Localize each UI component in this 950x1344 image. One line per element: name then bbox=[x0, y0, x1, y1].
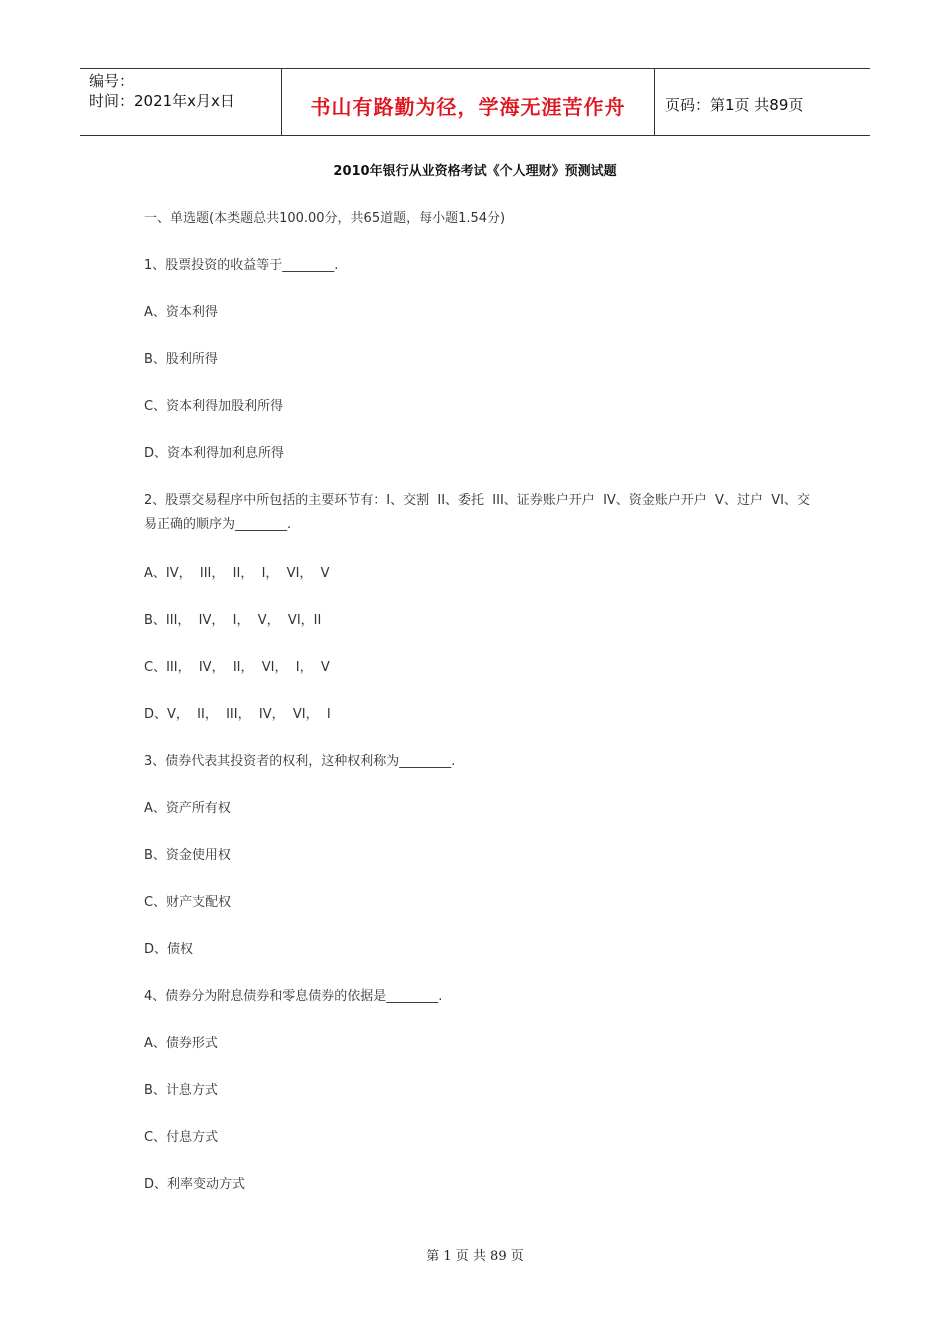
option-item: D、债权 bbox=[144, 942, 194, 957]
option-item: D、利率变动方式 bbox=[144, 1177, 246, 1192]
page-info-text: 页码：第1页 共89页 bbox=[665, 95, 804, 114]
option-item: B、股利所得 bbox=[144, 352, 218, 367]
option-item: A、资产所有权 bbox=[144, 801, 231, 816]
option-item: C、付息方式 bbox=[144, 1130, 219, 1145]
option-item: B、III， IV， I， V， VI，II bbox=[144, 613, 322, 628]
motto-text: 书山有路勤为径，学海无涯苦作舟 bbox=[310, 94, 626, 119]
option-item: D、资本利得加利息所得 bbox=[144, 446, 285, 461]
option-item: D、V， II， III， IV， VI， I bbox=[144, 707, 331, 722]
option-item: A、债券形式 bbox=[144, 1036, 218, 1051]
option-item: C、财产支配权 bbox=[144, 895, 232, 910]
question-stem: 2、股票交易程序中所包括的主要环节有：I、交割 II、委托 III、证券账户开户 IV、资金账户开户 V、过户 VI、交易正确的顺序为________. bbox=[144, 493, 810, 532]
option-item: A、IV， III， II， I， VI， V bbox=[144, 566, 330, 581]
question-stem: 4、债券分为附息债券和零息债券的依据是________. bbox=[144, 989, 443, 1004]
option-item: C、III， IV， II， VI， I， V bbox=[144, 660, 330, 675]
header-meta bbox=[80, 69, 281, 135]
question-stem: 1、股票投资的收益等于________. bbox=[144, 258, 339, 273]
option-item: B、资金使用权 bbox=[144, 848, 231, 863]
section-heading: 一、单选题(本类题总共100.00分，共65道题，每小题1.54分) bbox=[144, 211, 506, 226]
option-item: A、资本利得 bbox=[144, 305, 218, 320]
question-stem: 3、债券代表其投资者的权利，这种权利称为________. bbox=[144, 754, 456, 769]
page-footer: 第 1 页 共 89 页 bbox=[426, 1249, 524, 1264]
header-motto-cell bbox=[281, 69, 655, 135]
number-label: 编号： bbox=[89, 72, 135, 90]
option-item: C、资本利得加股利所得 bbox=[144, 399, 284, 414]
document-title: 2010年银行从业资格考试《个人理财》预测试题 bbox=[333, 164, 617, 179]
header-page-info bbox=[655, 69, 870, 135]
option-item: B、计息方式 bbox=[144, 1083, 218, 1098]
document-header bbox=[80, 68, 870, 136]
time-label: 时间：2021年x月x日 bbox=[89, 92, 235, 110]
